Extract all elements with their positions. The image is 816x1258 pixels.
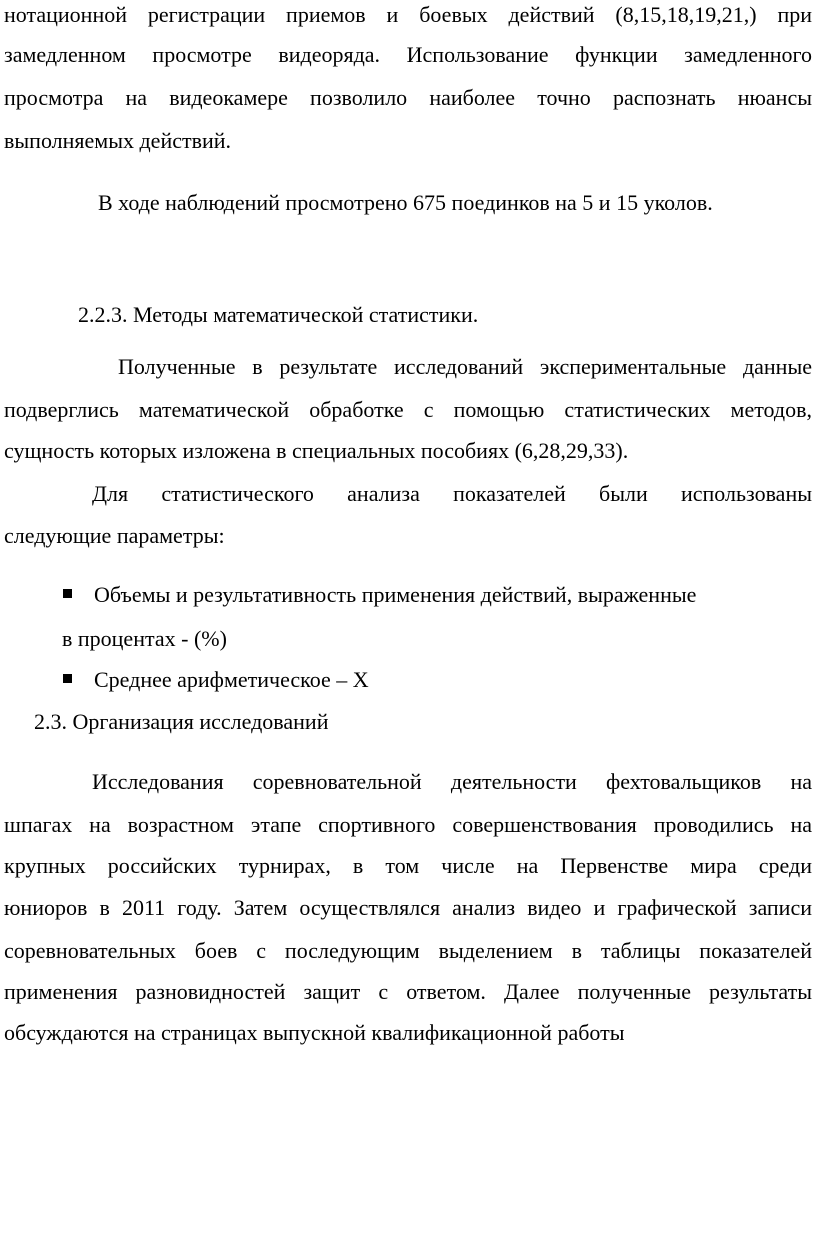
paragraph-4-line-1: Для статистического анализа показателей были использованы — [92, 481, 812, 506]
bullet-1-line-2: в процентах - (%) — [62, 626, 227, 651]
paragraph-5-line-3: крупных российских турнирах, в том числе на Первенстве мира среди — [4, 853, 812, 878]
paragraph-1-line-4: выполняемых действий. — [4, 128, 232, 153]
paragraph-3-line-3: сущность которых изложена в специальных пособиях (6,28,29,33). — [4, 438, 629, 463]
paragraph-3-line-1: Полученные в результате исследований экспериментальные данные — [118, 354, 812, 379]
paragraph-1-line-2: замедленном просмотре видеоряда. Использование функции замедленного — [4, 42, 812, 67]
paragraph-1-line-1: нотационной регистрации приемов и боевых действий (8,15,18,19,21,) при — [4, 2, 812, 27]
bullet-square-icon — [63, 589, 72, 598]
paragraph-5-line-1: Исследования соревновательной деятельности фехтовальщиков на — [92, 769, 812, 794]
section-heading-2-3: 2.3. Организация исследований — [34, 709, 329, 734]
paragraph-5-line-2: шпагах на возрастном этапе спортивного совершенствования проводились на — [4, 812, 812, 837]
paragraph-3-line-2: подверглись математической обработке с помощью статистических методов, — [4, 397, 812, 422]
paragraph-5-line-5: соревновательных боев с последующим выделением в таблицы показателей — [4, 938, 812, 963]
bullet-1-line-1: Объемы и результативность применения действий, выраженные — [94, 582, 697, 607]
bullet-2-line-1: Среднее арифметическое – Х — [94, 667, 369, 692]
paragraph-2: В ходе наблюдений просмотрено 675 поединков на 5 и 15 уколов. — [98, 190, 713, 215]
paragraph-1-line-3: просмотра на видеокамере позволило наиболее точно распознать нюансы — [4, 85, 812, 110]
paragraph-5-line-6: применения разновидностей защит с ответом. Далее полученные результаты — [4, 979, 812, 1004]
paragraph-4-line-2: следующие параметры: — [4, 523, 225, 548]
section-heading-2-2-3: 2.2.3. Методы математической статистики. — [78, 302, 479, 327]
bullet-square-icon — [63, 674, 72, 683]
paragraph-5-line-7: обсуждаются на страницах выпускной квалификационной работы — [4, 1020, 625, 1045]
paragraph-5-line-4: юниоров в 2011 году. Затем осуществлялся анализ видео и графической записи — [4, 895, 812, 920]
